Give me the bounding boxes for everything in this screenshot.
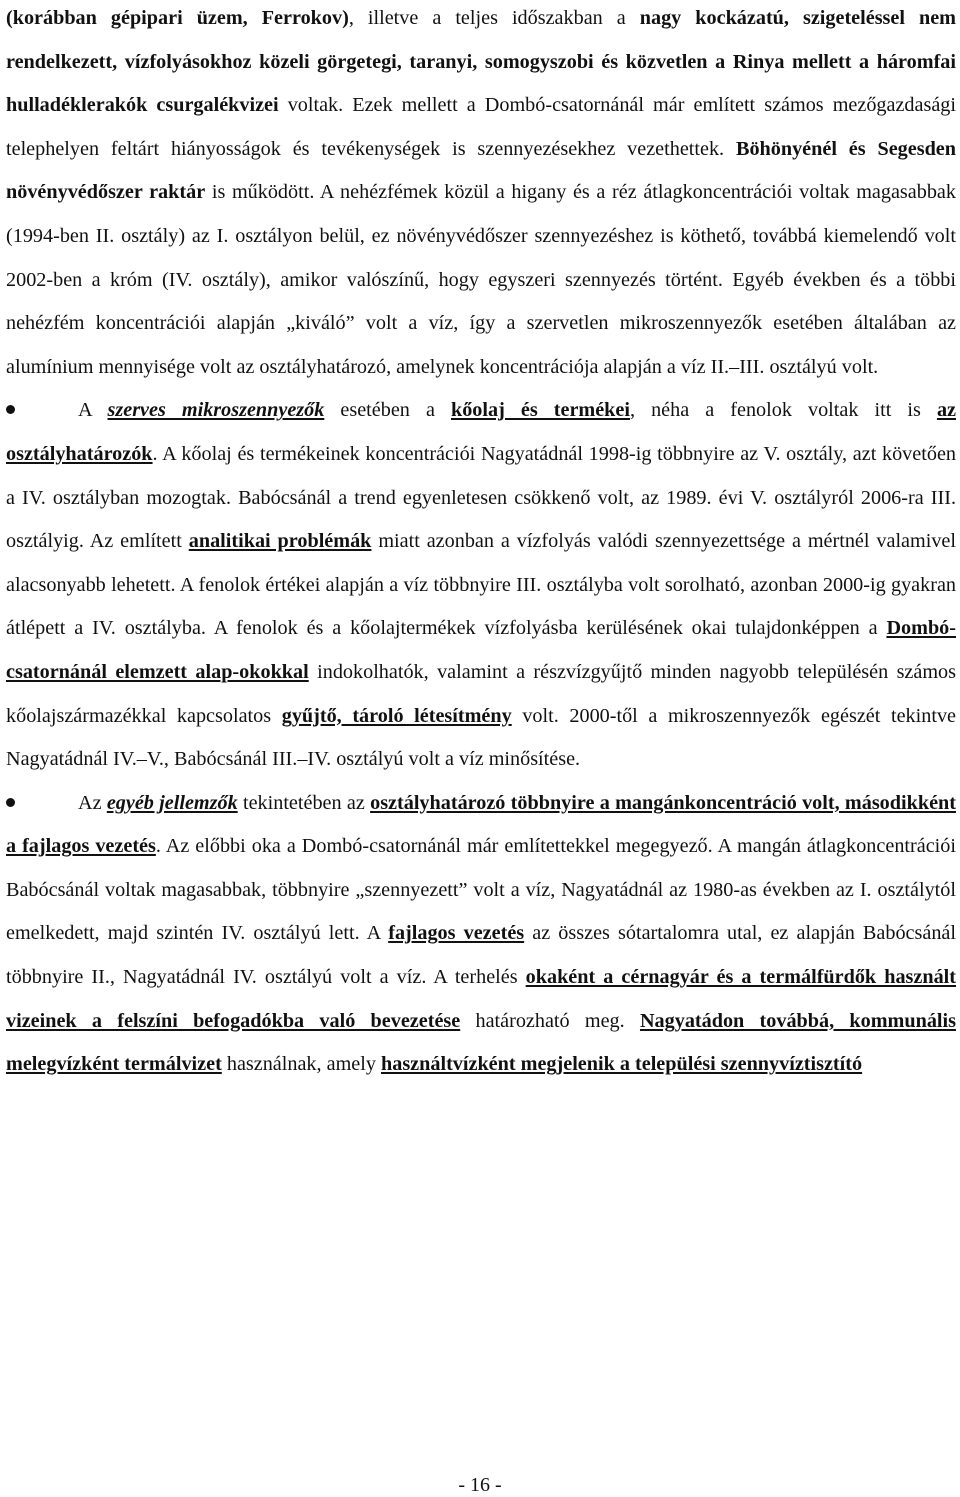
text-bold-underlined: Nagyatádon továbbá, kommunális melegvízként termálvizet [6, 1009, 956, 1076]
bullet-icon [6, 782, 78, 826]
text-bold: nagy kockázatú, szigeteléssel nem rendelkezett, vízfolyásokhoz közeli görgetegi, taranyi, somogyszobi és közvetlen a Rinya mellett a háromfai hulladéklerakók csurgalékvizei [6, 7, 956, 117]
text: határozható meg. [460, 1009, 640, 1032]
text-bold-underlined: gyűjtő, tároló létesítmény [281, 704, 512, 727]
text-bold-underlined: az osztályhatározók [6, 399, 956, 465]
text: A [78, 399, 108, 422]
text: , illetve a teljes időszakban a [348, 7, 640, 29]
text-bold-underlined: kőolaj és termékei [450, 399, 630, 422]
text: . Az előbbi oka a Dombó-csatornánál már említettekkel megegyező. A mangán átlagkoncentrációi Babócsánál voltak magasabbak, többnyire „szennyezett” volt a víz, Nagyatádnál az 1980-as években az I. osztálytól emelkedett, majd szintén IV. osztályú lett. A [6, 835, 956, 945]
text: voltak. Ezek mellett a Dombó-csatornánál már említett számos mezőgazdasági telephelyen feltárt hiányosságok és tevékenységek is szennyezésekhez vezethettek. [6, 94, 957, 160]
page-number: - 16 - [458, 1474, 502, 1496]
text-bold-underlined: fajlagos vezetés [388, 922, 525, 945]
text-bold-underlined: osztályhatározó többnyire a mangánkoncentráció volt, másodikként a fajlagos vezetés [6, 791, 956, 858]
text: . A kőolaj és termékeinek koncentrációi Nagyatádnál 1998-ig többnyire az V. osztály, azt követően a IV. osztályban mozogtak. Babócsánál a trend egyenletesen csökkenő volt, az 1989. évi V. osztályról 2006-ra III. osztályig. Az említett [6, 442, 956, 553]
document-page [6, 0, 956, 1087]
text-bold: (korábban gépipari üzem, Ferrokov) [6, 7, 349, 29]
text: Az [78, 791, 107, 814]
bullet-icon [6, 389, 78, 433]
paragraph-1 [6, 0, 956, 389]
text: miatt azonban a vízfolyás valódi szennyezettsége a mértnél valamivel alacsonyabb lehetett. A fenolok értékei alapján a víz többnyire III. osztályba volt sorolható, azonban 2000-ig gyakran átlépett a IV. osztályba. A fenolok és a kőolajtermékek vízfolyásba kerülésének okai tulajdonképpen a [6, 530, 956, 640]
text: az összes sótartalomra utal, ez alapján Babócsánál többnyire II., Nagyatádnál IV. osztályú volt a víz. A terhelés [6, 922, 956, 989]
text: használnak, amely [221, 1053, 381, 1076]
text: tekintetében az [237, 791, 371, 814]
text-bold-underlined: analitikai problémák [188, 530, 372, 553]
text: volt. 2000-től a mikroszennyezők egészét tekintve Nagyatádnál IV.–V., Babócsánál III.–IV. osztályú volt a víz minősítése. [6, 704, 957, 771]
text-bold: Böhönyénél és Segesden növényvédőszer raktár [6, 137, 956, 204]
text-bold-italic-underlined: szerves mikroszennyezők [107, 399, 325, 422]
text: indokolhatók, valamint a részvízgyűjtő minden nagyobb településén számos kőolajszármazékkal kapcsolatos [6, 660, 957, 727]
text: , néha a fenolok voltak itt is [629, 399, 937, 422]
text-bold-underlined: okaként a cérnagyár és a termálfürdők használt vizeinek a felszíni befogadókba való bevezetése [6, 966, 957, 1032]
text-bold-italic-underlined: egyéb jellemzők [106, 791, 238, 814]
bullet-paragraph-organic-micropollutants [6, 389, 956, 781]
text: is működött. A nehézfémek közül a higany és a réz átlagkoncentrációi voltak magasabbak (1994-ben II. osztály) az I. osztályon belül, ez növényvédőszer szennyezéshez is köthető, továbbá kiemelendő volt 2002-ben a króm (IV. osztály), amikor valószínű, hogy egyszeri szennyezés történt. Egyéb években és a többi nehézfém koncentrációi alapján „kiváló” volt a víz, így a szervetlen mikroszennyezők esetében általában az alumínium mennyisége volt az osztályhatározó, amelynek koncentrációja alapján a víz II.–III. osztályú volt. [6, 181, 956, 378]
text-bold-underlined: Dombó-csatornánál elemzett alap-okokkal [6, 617, 956, 683]
text: esetében a [324, 399, 451, 422]
text-bold-underlined: használtvízként megjelenik a települési szennyvíztisztító [381, 1053, 863, 1076]
bullet-paragraph-other-characteristics [6, 782, 956, 1087]
